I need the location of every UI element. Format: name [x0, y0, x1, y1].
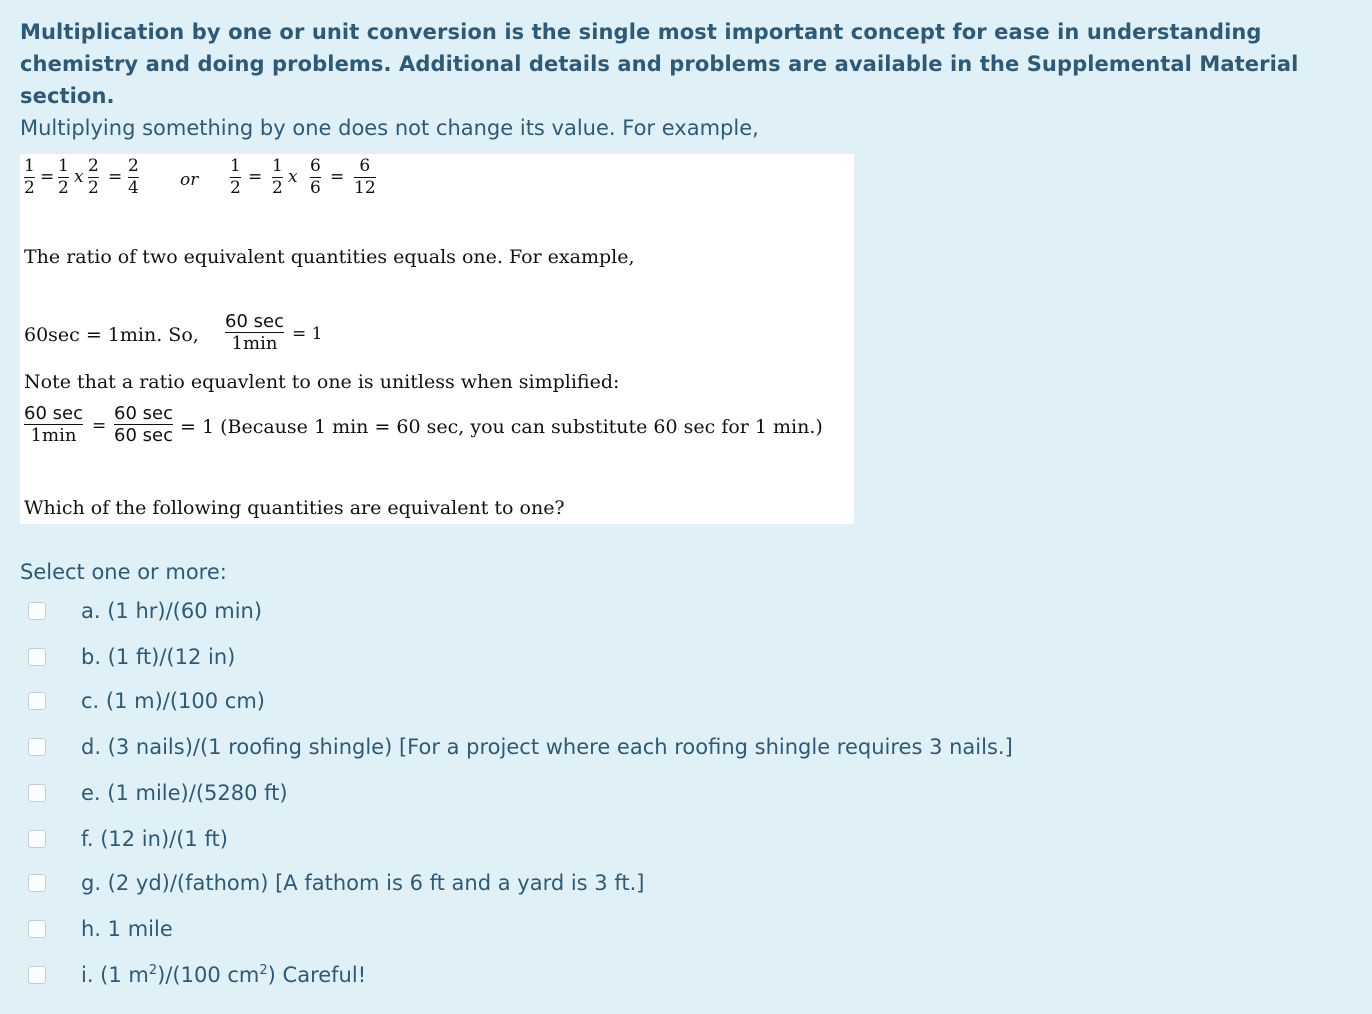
- checkbox[interactable]: [28, 966, 46, 984]
- equals-one: = 1: [292, 324, 323, 344]
- option-label: f. (12 in)/(1 ft): [81, 827, 228, 851]
- instruction-text: Multiplication by one or unit conversion is the single most important concept for ease in understanding chemistry and doing problems. Additional details and problems are available in the Supplemental Material section.: [20, 20, 1299, 108]
- fraction: 6 6: [310, 156, 321, 198]
- option-label: g. (2 yd)/(fathom) [A fathom is 6 ft and a yard is 3 ft.]: [81, 871, 645, 895]
- ratio-statement: The ratio of two equivalent quantities equals one. For example,: [24, 246, 635, 268]
- answer-option[interactable]: [28, 914, 173, 944]
- select-label: Select one or more:: [20, 560, 227, 584]
- equals-sign: =: [92, 416, 107, 436]
- equals-sign: =: [248, 167, 263, 187]
- option-label: a. (1 hr)/(60 min): [81, 599, 263, 623]
- answer-option[interactable]: [28, 778, 288, 808]
- option-label: d. (3 nails)/(1 roofing shingle) [For a project where each roofing shingle requires 3 nails.]: [81, 735, 1013, 759]
- checkbox[interactable]: [28, 692, 46, 710]
- fraction: 2 2: [88, 156, 99, 198]
- checkbox[interactable]: [28, 738, 46, 756]
- option-label: i. (1 $m^2)/(100$ $cm^2$) Careful!: [81, 963, 367, 987]
- answer-option[interactable]: [28, 868, 645, 898]
- times-sign: x: [74, 167, 84, 187]
- checkbox[interactable]: [28, 602, 46, 620]
- checkbox[interactable]: [28, 874, 46, 892]
- fraction: 6 12: [354, 156, 376, 198]
- answer-option[interactable]: [28, 642, 236, 672]
- substitution-note: = 1 (Because 1 min = 60 sec, you can substitute 60 sec for 1 min.): [180, 416, 823, 438]
- ratio-fraction: 60 sec 60 sec: [114, 403, 173, 446]
- checkbox[interactable]: [28, 784, 46, 802]
- option-label: b. (1 ft)/(12 in): [81, 645, 236, 669]
- fraction: 1 2: [58, 156, 69, 198]
- checkbox[interactable]: [28, 648, 46, 666]
- checkbox[interactable]: [28, 920, 46, 938]
- answer-option[interactable]: [28, 596, 263, 626]
- equivalence-statement: 60sec = 1min. So,: [24, 324, 199, 346]
- answer-option[interactable]: [28, 686, 265, 716]
- equals-sign: =: [330, 167, 345, 187]
- question-text: Which of the following quantities are equivalent to one?: [24, 497, 565, 519]
- answer-option[interactable]: [28, 732, 1013, 762]
- option-label: h. 1 mile: [81, 917, 173, 941]
- equals-sign: =: [40, 167, 55, 187]
- or-text: or: [180, 170, 199, 190]
- answer-option[interactable]: [28, 960, 367, 990]
- times-sign: x: [288, 167, 298, 187]
- answer-option[interactable]: [28, 824, 228, 854]
- ratio-fraction: 60 sec 1min: [24, 403, 83, 446]
- fraction: 1 2: [272, 156, 283, 198]
- fraction: 1 2: [24, 156, 35, 198]
- note-statement: Note that a ratio equavlent to one is unitless when simplified:: [24, 371, 620, 393]
- fraction: 1 2: [230, 156, 241, 198]
- fraction: 2 4: [128, 156, 139, 198]
- option-label: e. (1 mile)/(5280 ft): [81, 781, 288, 805]
- lead-text: Multiplying something by one does not change its value. For example,: [20, 116, 759, 140]
- option-label: c. (1 m)/(100 cm): [81, 689, 265, 713]
- equals-sign: =: [108, 167, 123, 187]
- question-image-panel: [20, 154, 854, 524]
- ratio-fraction: 60 sec 1min: [225, 311, 284, 354]
- checkbox[interactable]: [28, 830, 46, 848]
